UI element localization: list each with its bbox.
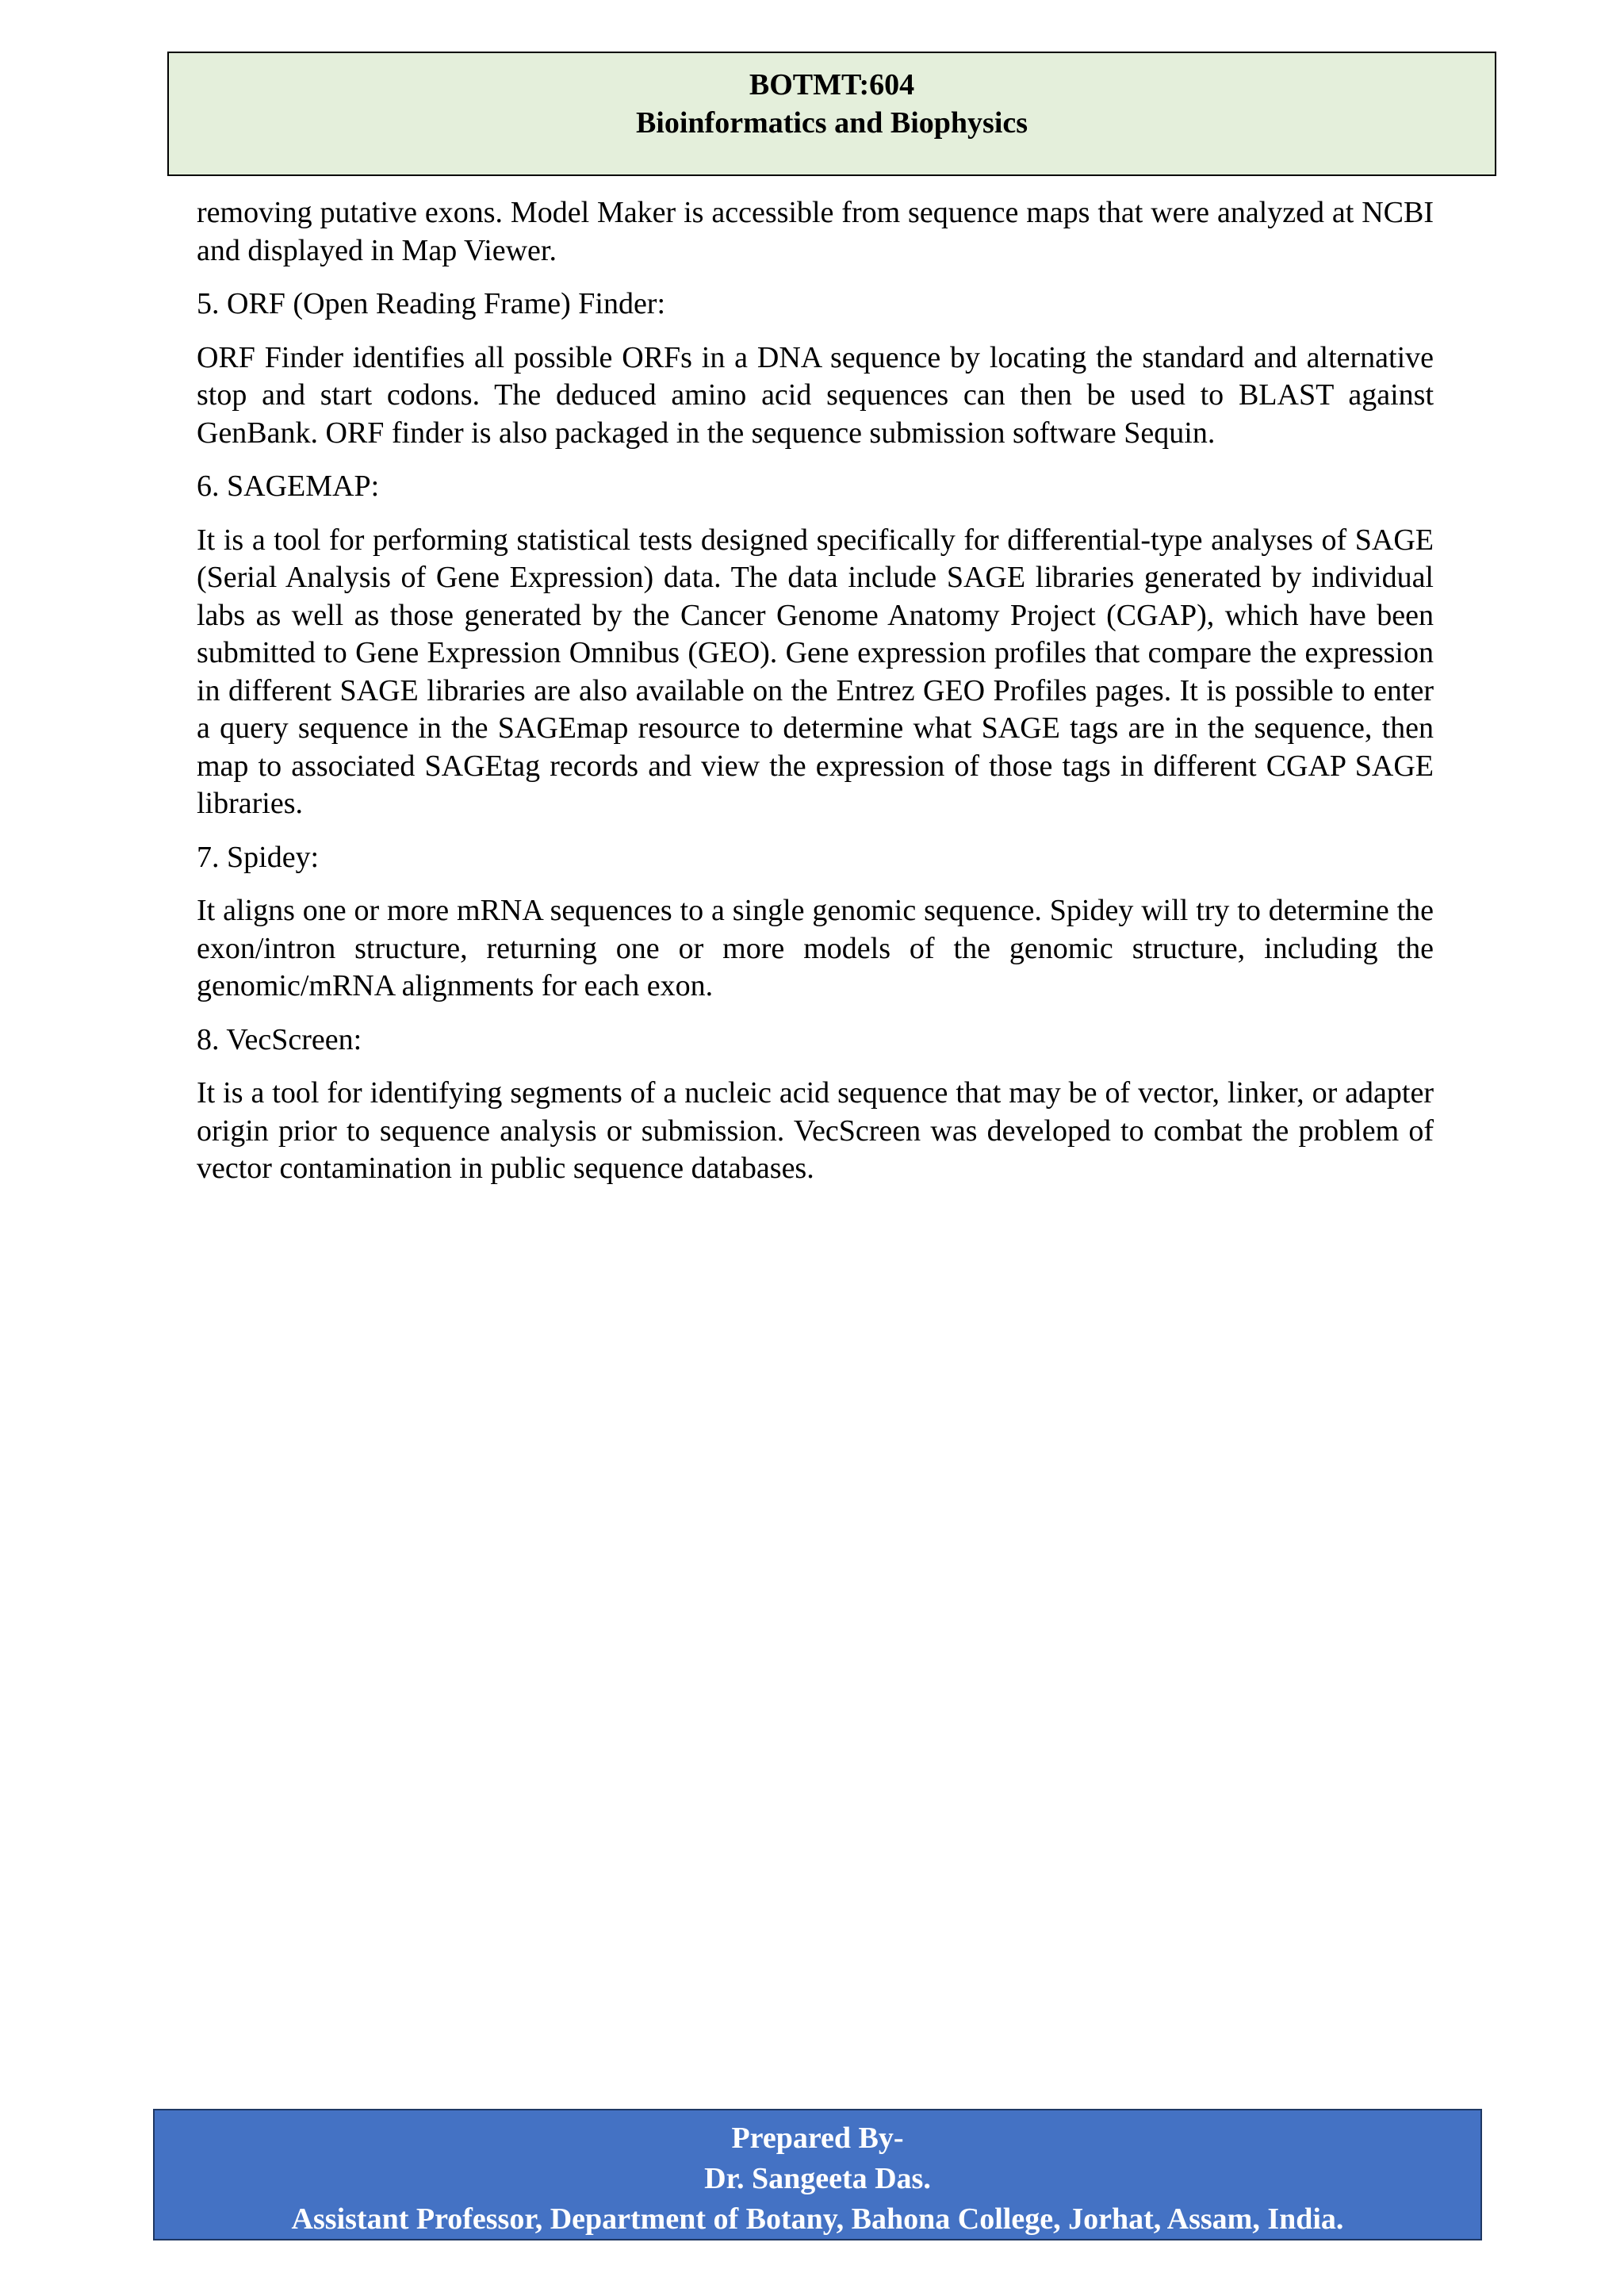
- section-heading-vecscreen: 8. VecScreen:: [197, 1022, 362, 1056]
- author-name: Dr. Sangeeta Das.: [704, 2162, 931, 2195]
- section-heading-orf-finder: 5. ORF (Open Reading Frame) Finder:: [197, 287, 666, 320]
- author-affiliation: Assistant Professor, Department of Botany, Bahona College, Jorhat, Assam, India.: [291, 2202, 1344, 2236]
- section-text-orf-finder: ORF Finder identifies all possible ORFs in a DNA sequence by locating the standard and alternative stop and start codons. The deduced amino acid sequences can then be used to BLAST against GenBank. ORF finder is also packaged in the sequence submission software Sequin.: [197, 340, 1434, 450]
- continued-paragraph: removing putative exons. Model Maker is accessible from sequence maps that were analyzed at NCBI and displayed in Map Viewer.: [197, 196, 1434, 267]
- section-heading-sagemap: 6. SAGEMAP:: [197, 470, 380, 503]
- section-heading-spidey: 7. Spidey:: [197, 840, 320, 874]
- course-title: Bioinformatics and Biophysics: [635, 106, 1028, 140]
- course-code: BOTMT:604: [749, 68, 915, 102]
- section-text-vecscreen: It is a tool for identifying segments of a nucleic acid sequence that may be of vector, linker, or adapter origin prior to sequence analysis or submission. VecScreen was developed to combat the problem of vector contamination in public sequence databases.: [197, 1076, 1434, 1185]
- section-text-sagemap: It is a tool for performing statistical tests designed specifically for differential-type analyses of SAGE (Serial Analysis of Gene Expression) data. The data include SAGE libraries generated by individual labs as well as those generated by the Cancer Genome Anatomy Project (CGAP), which have been submitted to Gene Expression Omnibus (GEO). Gene expression profiles that compare the expression in different SAGE libraries are also available on the Entrez GEO Profiles pages. It is possible to enter a query sequence in the SAGEmap resource to determine what SAGE tags are in the sequence, then map to associated SAGEtag records and view the expression of those tags in different CGAP SAGE libraries.: [197, 523, 1434, 820]
- page-header: [167, 52, 1496, 176]
- section-text-spidey: It aligns one or more mRNA sequences to a single genomic sequence. Spidey will try to determine the exon/intron structure, returning one or more models of the genomic structure, including the genomic/mRNA alignments for each exon.: [197, 894, 1434, 1002]
- page-footer: [153, 2109, 1482, 2240]
- prepared-by-label: Prepared By-: [731, 2122, 904, 2155]
- page-body: [197, 194, 1434, 1204]
